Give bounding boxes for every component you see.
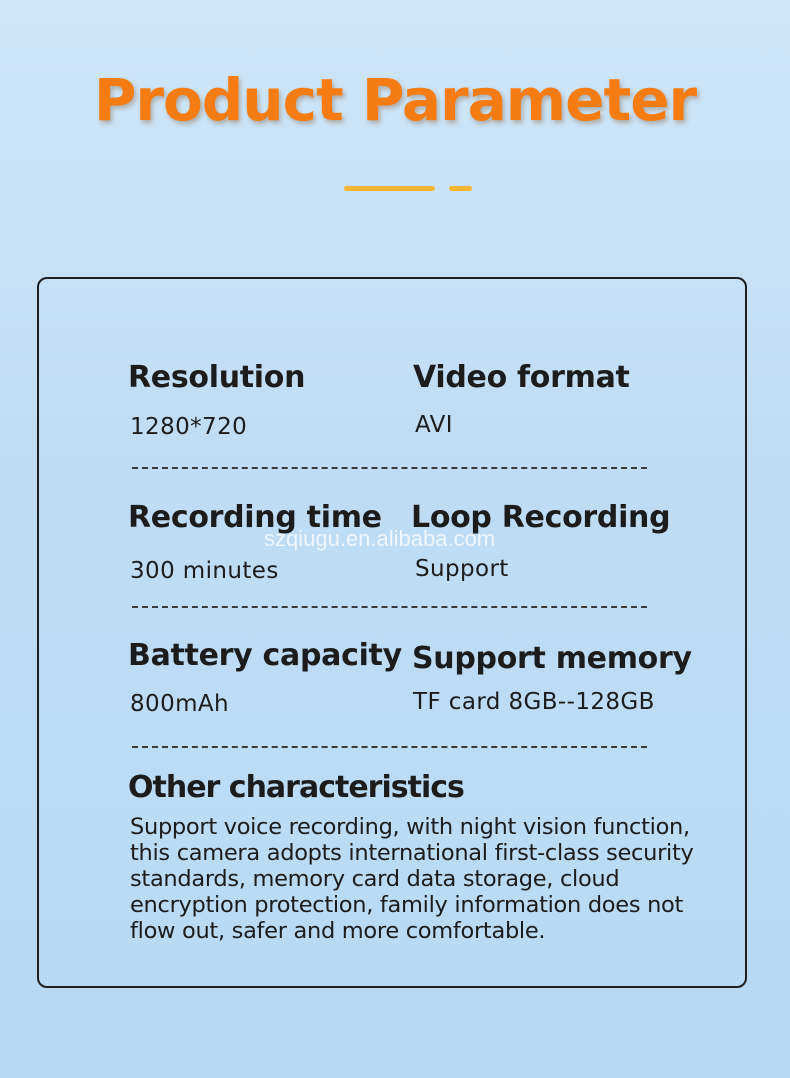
other-characteristics-title: Other characteristics: [128, 770, 464, 805]
spec-value-recording-time: 300 minutes: [130, 558, 279, 584]
dashed-divider: [132, 606, 647, 608]
spec-value-video-format: AVI: [415, 412, 453, 438]
spec-value-resolution: 1280*720: [130, 414, 248, 440]
title-underline-long: [344, 186, 435, 191]
page-title: Product Parameter: [93, 66, 697, 134]
spec-label-resolution: Resolution: [128, 360, 306, 395]
spec-value-loop-recording: Support: [415, 556, 509, 582]
spec-label-loop-recording: Loop Recording: [411, 500, 671, 535]
spec-label-recording-time: Recording time: [128, 500, 382, 535]
dashed-divider: [132, 746, 647, 748]
spec-label-battery-capacity: Battery capacity: [128, 638, 402, 673]
spec-value-battery-capacity: 800mAh: [130, 691, 230, 717]
other-characteristics-text: Support voice recording, with night vision function, this camera adopts international first-class security standards, memory card data storage, cloud encryption protection, family information does not flow out, safer and more comfortable.: [130, 814, 694, 944]
title-underline-short: [449, 186, 472, 191]
spec-label-video-format: Video format: [413, 360, 630, 395]
spec-value-support-memory: TF card 8GB--128GB: [413, 689, 655, 715]
spec-label-support-memory: Support memory: [412, 641, 692, 676]
watermark: szqiugu.en.alibaba.com: [264, 526, 496, 551]
dashed-divider: [132, 467, 647, 469]
